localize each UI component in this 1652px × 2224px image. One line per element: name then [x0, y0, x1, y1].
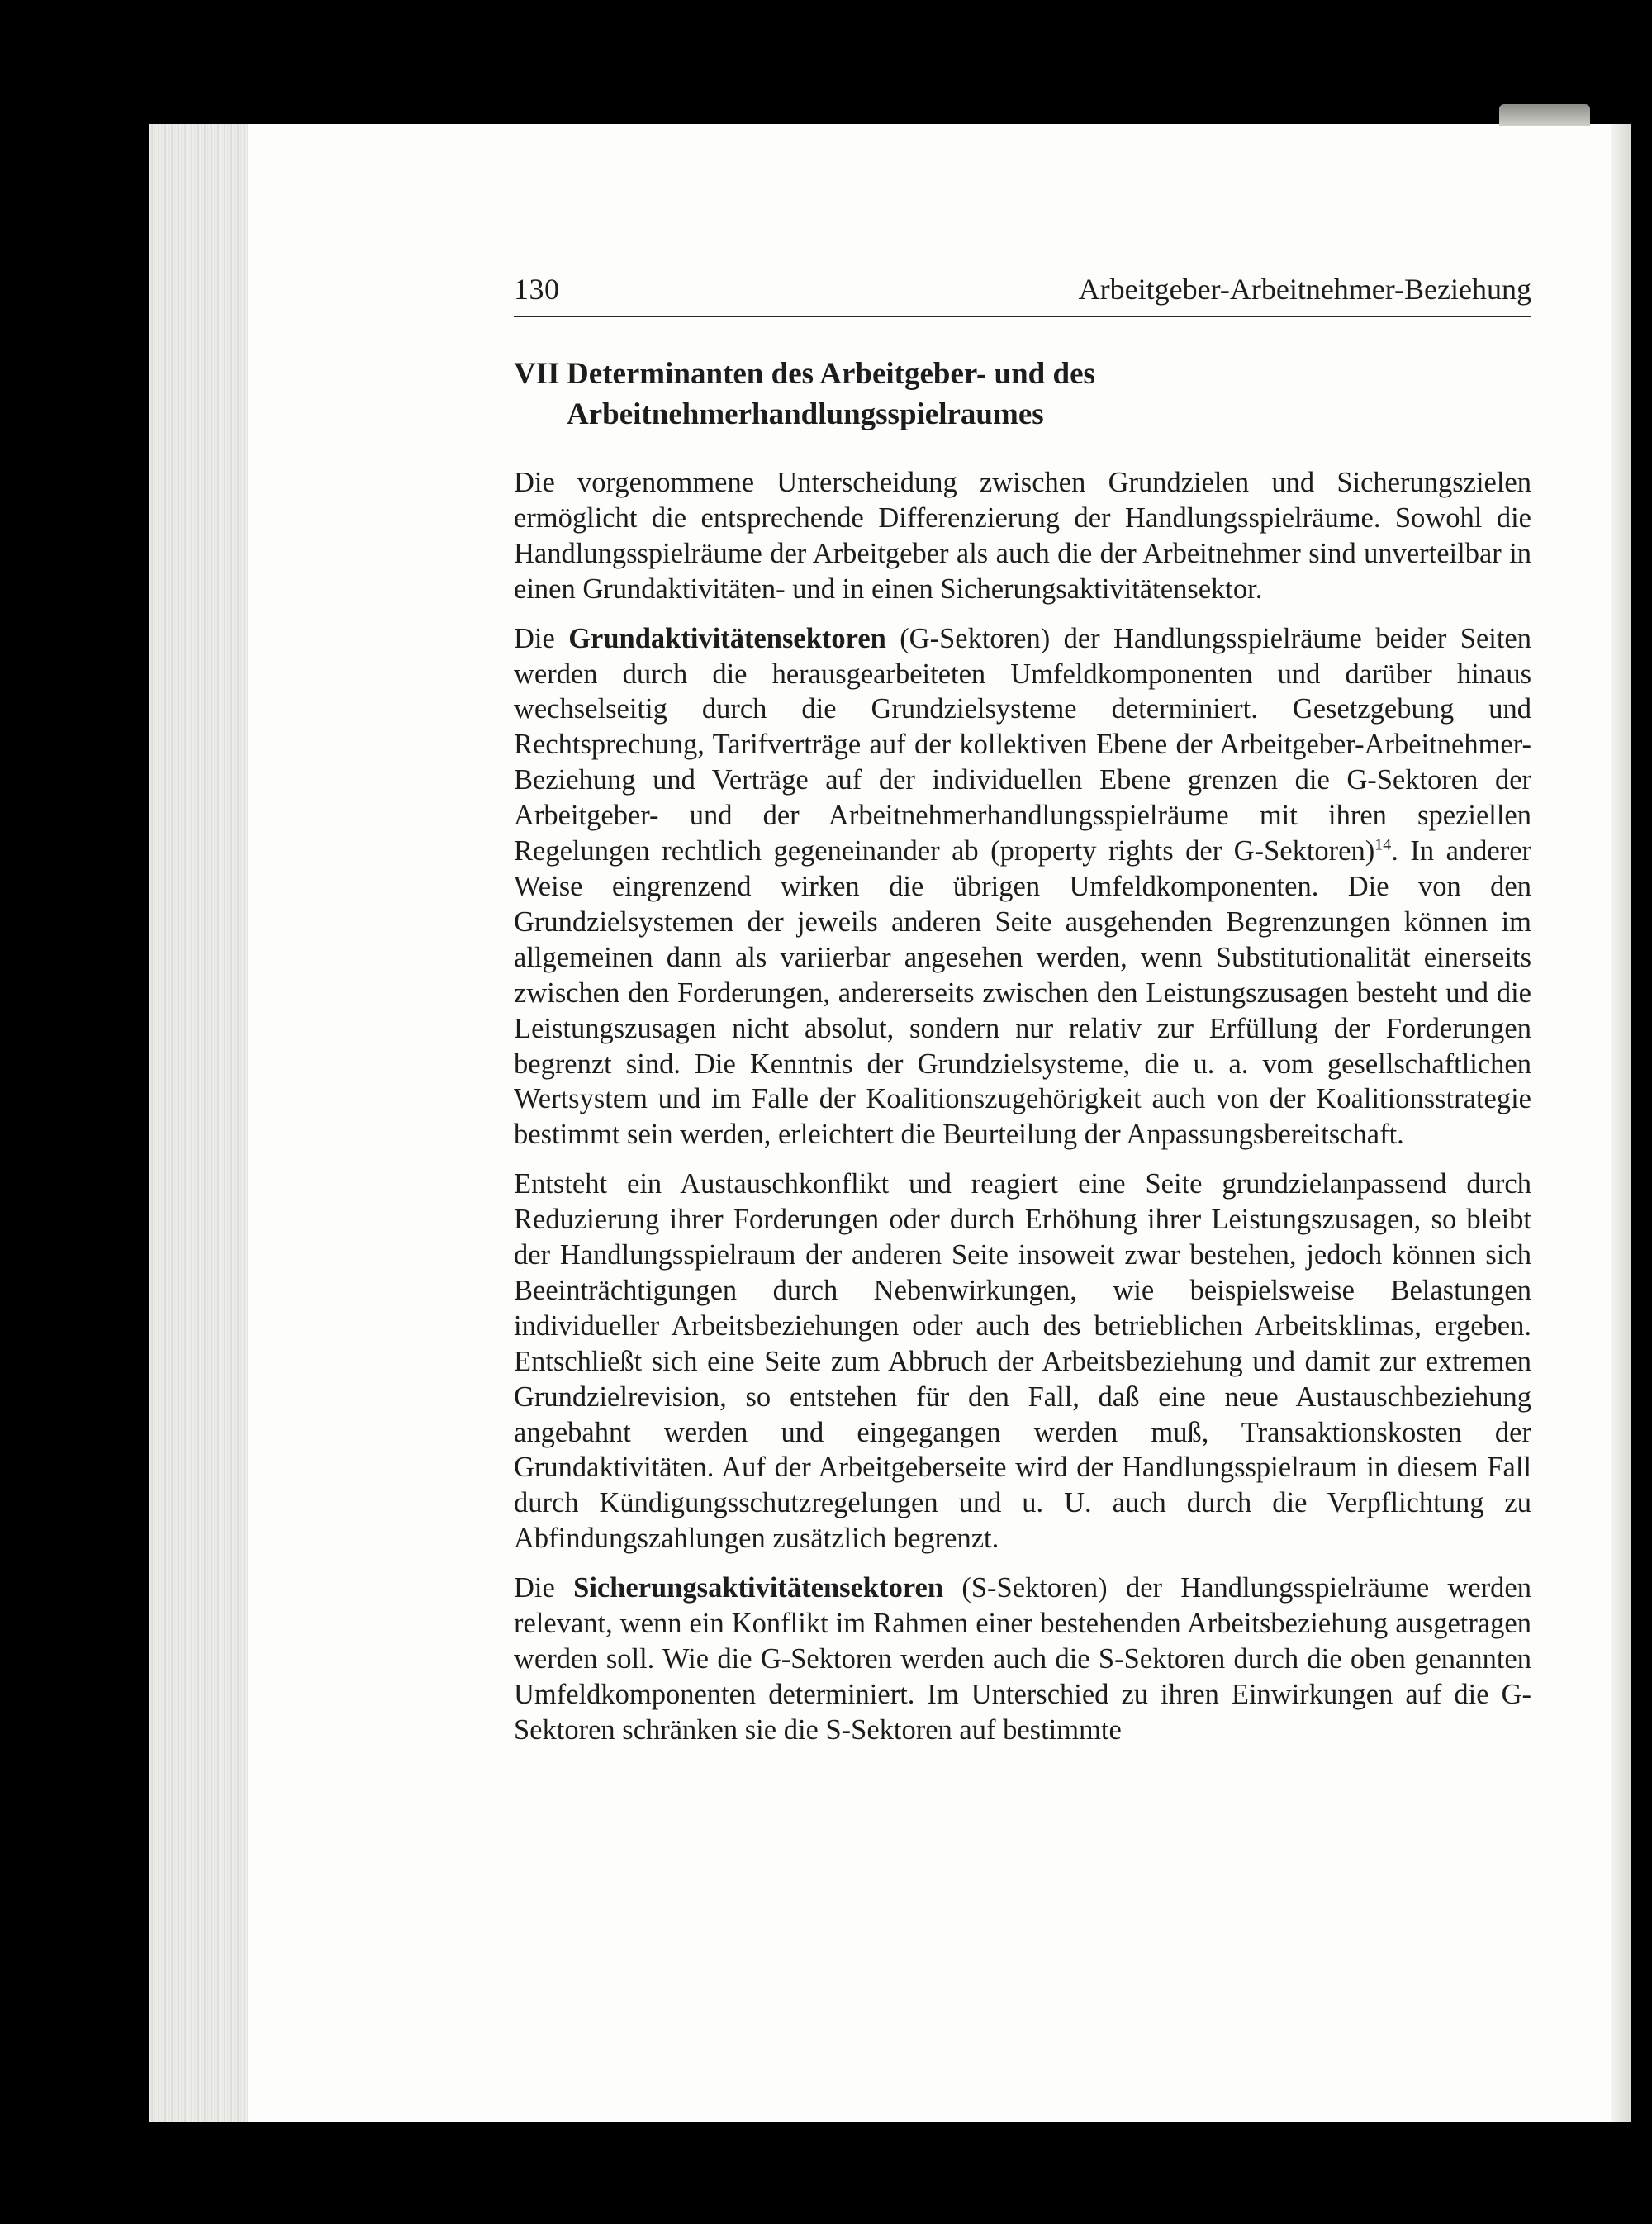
- chapter-title-line-1: Determinanten des Arbeitgeber- und des: [567, 357, 1095, 391]
- chapter-number: VII: [514, 357, 560, 391]
- term-sicherungsaktivitaetensektoren: Sicherungsaktivitätensektoren: [573, 1572, 944, 1604]
- chapter-heading: [514, 354, 1531, 435]
- page-right-edge: [1611, 124, 1631, 2122]
- paragraph-1: Die vorgenommene Unterscheidung zwischen Grundzielen und Sicherungszielen ermöglicht die entsprechende Differenzierung der Handlungsspielräume. Sowohl die Handlungsspielräume der Arbeitgeber als auch die der Arbeitnehmer sind unverteilbar in einen Grundaktivitäten- und in einen Sicherungsaktivitätensektor.: [514, 467, 1531, 605]
- running-title: Arbeitgeber-Arbeitnehmer-Beziehung: [1078, 273, 1531, 306]
- page-edges: [149, 124, 248, 2122]
- paragraph-4-body: (S-Sektoren) der Handlungsspielräume werden relevant, wenn ein Konflikt im Rahmen einer bestehenden Arbeitsbeziehung ausgetragen werden soll. Wie die G-Sektoren werden auch die S-Sektoren durch die oben genannten Umfeldkomponenten determiniert. Im Unterschied zu ihren Einwirkungen auf die G-Sektoren schränken sie die S-Sektoren auf bestimmte: [514, 1572, 1531, 1746]
- paragraph-2-intro: Die: [514, 622, 569, 654]
- paragraph-3: Entsteht ein Austauschkonflikt und reagiert eine Seite grundzielanpassend durch Reduzierung ihrer Forderungen oder durch Erhöhung ihrer Leistungszusagen, so bleibt der Handlungsspielraum der anderen Seite insoweit zwar bestehen, jedoch können sich Beeinträchtigungen durch Nebenwirkungen, wie beispielsweise Belastungen individueller Arbeitsbeziehungen oder auch des betrieblichen Arbeitsklimas, ergeben. Entschließt sich eine Seite zum Abbruch der Arbeitsbeziehung und damit zur extremen Grundzielrevision, so entstehen für den Fall, daß eine neue Austauschbeziehung angebahnt werden und eingegangen werden muß, Transaktionskosten der Grundaktivitäten. Auf der Arbeitgeberseite wird der Handlungsspielraum in diesem Fall durch Kündigungsschutzregelungen und u. U. auch durch die Verpflichtung zu Abfindungszahlungen zusätzlich begrenzt.: [514, 1168, 1531, 1555]
- chapter-title-line-2: Arbeitnehmerhandlungsspielraumes: [567, 397, 1044, 431]
- footnote-reference: 14: [1374, 835, 1392, 854]
- paragraph-4-intro: Die: [514, 1572, 574, 1604]
- page-number: 130: [514, 273, 560, 306]
- paragraph-2-continuation: . In anderer Weise eingrenzend wirken die übrigen Umfeldkomponenten. Die von den Grundzielsystemen der jeweils anderen Seite ausgehenden Begrenzungen können im allgemeinen dann als variierbar angesehen werden, wenn Substitutionalität einerseits zwischen den Forderungen, andererseits zwischen den Leistungszusagen besteht und die Leistungszusagen nicht absolut, sondern nur relativ zur Erfüllung der Forderungen begrenzt sind. Die Kenntnis der Grundzielsysteme, die u. a. vom gesellschaftlichen Wertsystem und im Falle der Koalitionszugehörigkeit auch von der Koalitionsstrategie bestimmt sein werden, erleichtert die Beurteilung der Anpassungsbereitschaft.: [514, 835, 1532, 1151]
- chapter-title: [567, 354, 1531, 435]
- paragraph-4: [514, 1571, 1531, 1748]
- paragraph-2-body: (G-Sektoren) der Handlungsspielräume beider Seiten werden durch die herausgearbeiteten Umfeldkomponenten und darüber hinaus wechselseitig durch die Grundzielsysteme determiniert. Gesetzgebung und Rechtsprechung, Tarifverträge auf der kollektiven Ebene der Arbeitgeber-Arbeitnehmer-Beziehung und Verträge auf der individuellen Ebene grenzen die G-Sektoren der Arbeitgeber- und der Arbeitnehmerhandlungsspielräume mit ihren speziellen Regelungen rechtlich gegeneinander ab (property rights der G-Sektoren): [514, 622, 1531, 867]
- paragraph-2: [514, 621, 1531, 1153]
- term-grundaktivitaetensektoren: Grundaktivitätensektoren: [568, 622, 886, 654]
- bookmark-clip: [1499, 104, 1590, 126]
- text-block: [514, 264, 1531, 1748]
- running-head: [514, 264, 1531, 317]
